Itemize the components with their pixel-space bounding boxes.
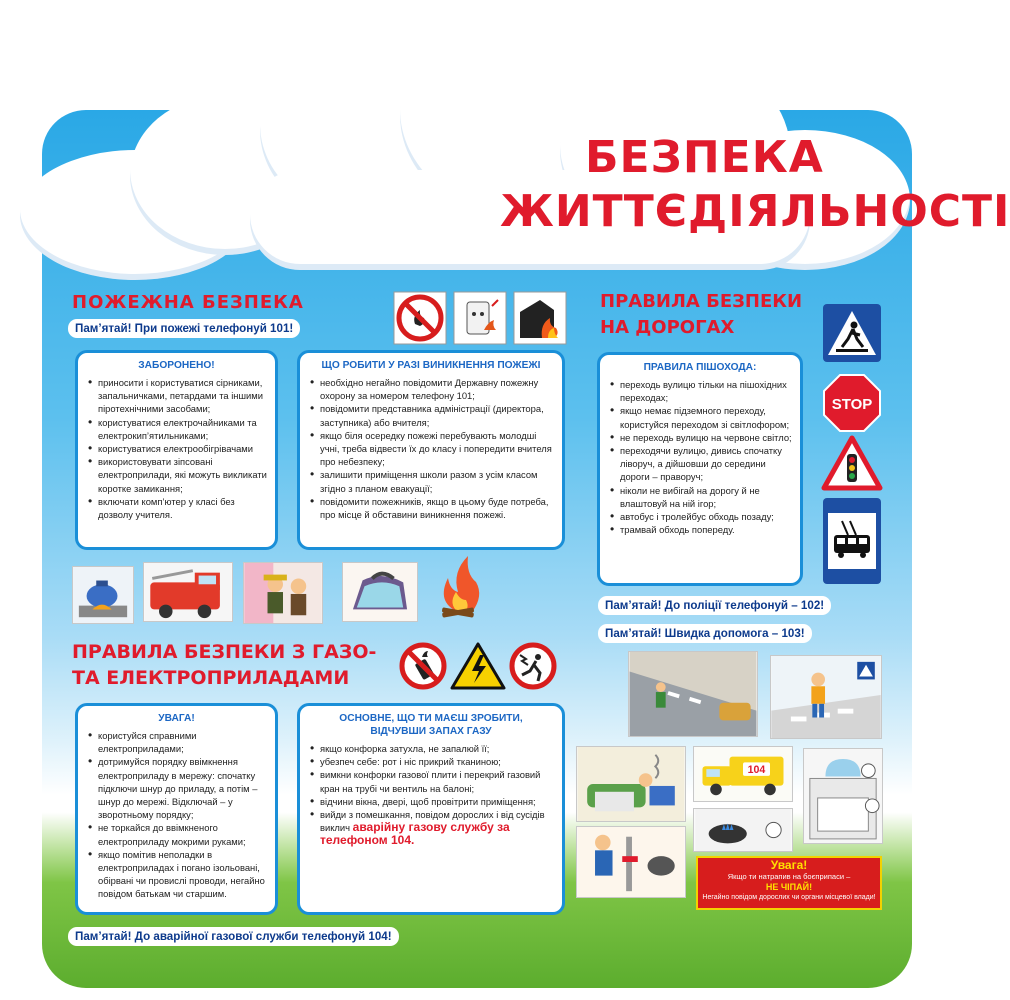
trolleybus-stop-sign-icon [822, 497, 882, 585]
list-item: • переходь вулицю тільки на пішохідних переходах; [620, 378, 792, 404]
list-item: • включати комп’ютер у класі без дозволу учителя. [98, 495, 267, 521]
gas-emergency-truck-picture [693, 746, 793, 802]
list-item: • якщо конфорка затухла, не запалюй її; [320, 742, 554, 755]
list-item: • користуйся справними електроприладами; [98, 729, 267, 755]
fire-actions-box [297, 350, 565, 550]
list-item: • дотримуйся порядку ввімкнення електроприладу в мережу: спочатку підключи шнур до приладу, а потім – шнур до мережі. Відключай – у зворотньому порядку; [98, 755, 267, 821]
list-item: • користуватися електрообігрівачами [98, 442, 267, 455]
attention-list [86, 729, 267, 901]
list-item: • убезпеч себе: рот і ніс прикрий тканиною; [320, 755, 554, 768]
gas-smell-box [297, 703, 565, 915]
stop-sign-icon [822, 373, 882, 433]
ambulance-reminder: Пам’ятай! Швидка допомога – 103! [598, 624, 812, 643]
list-item: • трамвай обходь попереду. [620, 523, 792, 536]
gas-heading-line-1: ПРАВИЛА БЕЗПЕКИ З ГАЗО- [72, 641, 377, 663]
roads-heading-line-2: НА ДОРОГАХ [600, 317, 735, 338]
high-voltage-icon [450, 641, 506, 691]
traffic-light-warning-sign-icon [822, 436, 882, 492]
gas-smell-title-line-2: ВІДЧУВШИ ЗАПАХ ГАЗУ [370, 726, 492, 737]
list-item: • відчини вікна, двері, щоб провітрити приміщення; [320, 795, 554, 808]
gas-reminder: Пам’ятай! До аварійної газової служби телефонуй 104! [68, 927, 399, 946]
socket-fire-icon [454, 292, 506, 344]
police-reminder: Пам’ятай! До поліції телефонуй – 102! [598, 596, 831, 615]
warning-line-3: Негайно повідом дорослих чи органи місцевої влади! [702, 894, 876, 901]
pedestrian-crossing-sign-icon [822, 303, 882, 363]
fire-actions-list [308, 376, 554, 521]
fire-actions-title: ЩО РОБИТИ У РАЗІ ВИНИКНЕННЯ ПОЖЕЖІ [321, 360, 541, 371]
title-line-1: БЕЗПЕКА [585, 132, 824, 183]
stop-sign-text: STOP [831, 396, 873, 413]
pedestrian-rules-box [597, 352, 803, 586]
campfire-picture [428, 552, 488, 622]
list-item [320, 808, 554, 848]
burner-flame-picture [693, 808, 793, 852]
list-item: • якщо біля осередку пожежі перебувають молодші учні, треба відвести їх до класу і попередити вчителя про небезпеку; [320, 429, 554, 469]
emergency-gas-phone: аварійну газову службу за телефоном 104. [320, 820, 510, 848]
list-item: • повідомити пожежників, якщо в цьому буде потреба, про місце й обставини виникнення пожежі. [320, 495, 554, 521]
title-line-2: ЖИТТЄДІЯЛЬНОСТІ [500, 186, 1010, 237]
attention-title: УВАГА! [158, 713, 195, 724]
list-item: • залишити приміщення школи разом з усім класом згідно з планом евакуації; [320, 468, 554, 494]
last-item-text: вийди з помешкання, повідом дорослих і від сусідів виклич [320, 809, 545, 834]
warning-line-2: НЕ ЧІПАЙ! [765, 882, 813, 892]
no-open-fire-icon [394, 292, 446, 344]
warning-title: Увага! [770, 858, 808, 872]
pedestrian-rules-title: ПРАВИЛА ПІШОХОДА: [643, 362, 757, 373]
list-item: • автобус і тролейбус обходь позаду; [620, 510, 792, 523]
list-item: • ніколи не вибігай на дорогу й не влаштовуй на ній ігор; [620, 484, 792, 510]
gas-poisoning-picture [576, 746, 686, 822]
list-item: • вимкни конфорки газової плити і перекрий газовий кран на трубі чи вентиль на балоні; [320, 768, 554, 794]
child-crossing-street-picture [628, 651, 758, 737]
attention-box [75, 703, 278, 915]
list-item: • не торкайся до ввімкненого електроприладу мокрими руками; [98, 821, 267, 847]
fire-safety-heading: ПОЖЕЖНА БЕЗПЕКА [72, 292, 304, 313]
warning-line-1: Якщо ти натрапив на боєприпаси – [727, 872, 851, 881]
forbidden-list [86, 376, 267, 521]
roads-heading-line-1: ПРАВИЛА БЕЗПЕКИ [600, 291, 803, 312]
list-item: • користуватися електрочайниками та електрокип’ятильниками; [98, 416, 267, 442]
gas-stove-picture [803, 748, 883, 844]
list-item: • необхідно негайно повідомити Державну пожежну охорону за номером телефону 101; [320, 376, 554, 402]
fire-reminder: Пам’ятай! При пожежі телефонуй 101! [68, 319, 300, 338]
burning-house-icon [514, 292, 566, 344]
list-item: • повідомити представника адміністрації (директора, заступника) або вчителя; [320, 402, 554, 428]
ammunition-warning [696, 856, 882, 910]
list-item: • використовувати зіпсовані електроприлади, які можуть викликати коротке замикання; [98, 455, 267, 495]
list-item: • приносити і користуватися сірниками, запальничками, петардами та іншими піротехнічними засобами; [98, 376, 267, 416]
boy-on-crosswalk-picture [770, 655, 882, 739]
fire-truck-picture [143, 562, 233, 622]
list-item: • якщо помітив неполадки в електроприладах і погано ізольовані, обірвані чи провислі проводи, негайно повідом батькам чи старшим. [98, 848, 267, 901]
boy-turning-off-gas-picture [576, 826, 686, 898]
iron-picture [342, 562, 418, 622]
forbidden-box [75, 350, 278, 550]
gas-smell-list [308, 742, 554, 848]
no-lighter-icon [398, 641, 448, 691]
gas-heading-line-2: ТА ЕЛЕКТРОПРИЛАДАМИ [72, 667, 350, 689]
list-item: • якщо немає підземного переходу, користуйся переходом зі світлофором; [620, 404, 792, 430]
firefighters-picture [243, 562, 323, 624]
kettle-on-stove-picture [72, 566, 134, 624]
list-item: • переходячи вулицю, дивись спочатку ліворуч, а дійшовши до середини дороги – праворуч; [620, 444, 792, 484]
gas-smell-title-line-1: ОСНОВНЕ, ЩО ТИ МАЄШ ЗРОБИТИ, [339, 713, 523, 724]
truck-number: 104 [747, 764, 766, 777]
forbidden-title: ЗАБОРОНЕНО! [138, 360, 215, 371]
pedestrian-rules-list [608, 378, 792, 536]
electric-shock-icon [508, 641, 558, 691]
list-item: • не переходь вулицю на червоне світло; [620, 431, 792, 444]
